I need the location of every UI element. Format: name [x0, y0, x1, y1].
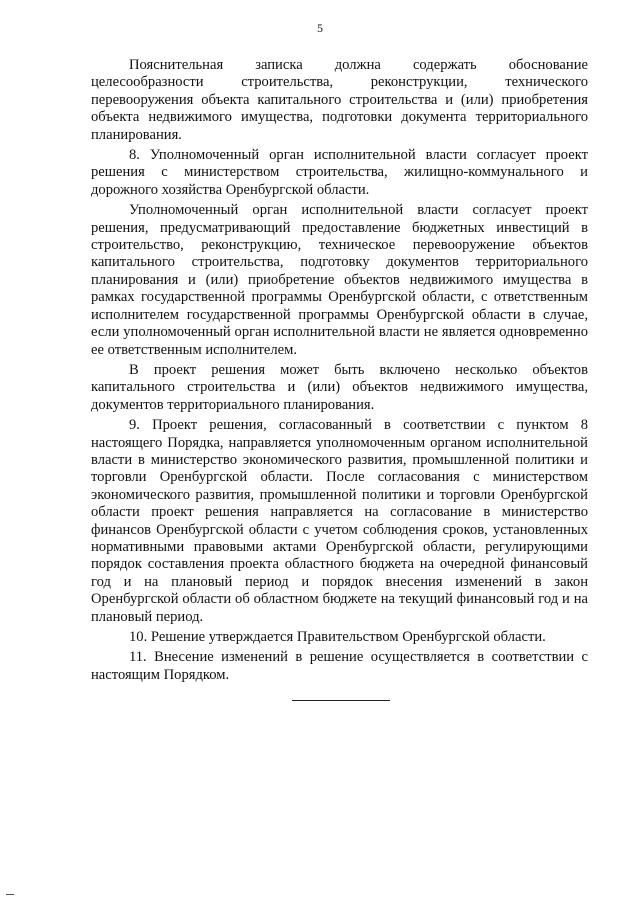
paragraph-item-10: 10. Решение утверждается Правительством Оренбургской области. — [129, 629, 546, 645]
paragraph-item-8: 8. Уполномоченный орган исполнительной власти согласует проект решения с министерством строительства, жилищно-коммунального и дорожного хозяйства Оренбургской области. — [91, 147, 588, 198]
paragraph-item-9: 9. Проект решения, согласованный в соответствии с пунктом 8 настоящего Порядка, направляется уполномоченным органом исполнительной власти в министерство экономического развития, промышленной политики и торговли Оренбургской области. После согласования с министерством экономического развития, промышленной политики и торговли Оренбургской области проект решения направляется на согласование в министерство финансов Оренбургской области с учетом соблюдения сроков, установленных нормативными правовыми актами Оренбургской области, регулирующими порядок составления проекта областного бюджета на очередной финансовый год и на плановый период и порядок внесения изменений в закон Оренбургской области об областном бюджете на текущий финансовый год и на плановый период. — [91, 417, 588, 625]
document-body — [91, 57, 588, 687]
paragraph-item-8-multiple-objects: В проект решения может быть включено несколько объектов капитального строительства и (или) объектов недвижимого имущества, документов территориального планирования. — [91, 361, 588, 413]
page-number: 5 — [317, 21, 323, 35]
paragraph-item-11: 11. Внесение изменений в решение осуществляется в соответствии с настоящим Порядком. — [91, 649, 588, 683]
scan-edge-mark — [6, 894, 14, 895]
end-of-text-rule — [292, 700, 390, 701]
paragraph-item-8-approval: Уполномоченный орган исполнительной власти согласует проект решения, предусматривающий предоставление бюджетных инвестиций в строительство, реконструкцию, техническое перевооружение объектов капитального строительства, подготовку документов территориального планирования и (или) приобретение объектов недвижимого имущества в рамках государственной программы Оренбургской области, с ответственным исполнителем государственной программы Оренбургской области в случае, если уполномоченный орган исполнительной власти не является одновременно ее ответственным исполнителем. — [91, 202, 588, 358]
paragraph-explanatory-note: Пояснительная записка должна содержать обоснование целесообразности строительства, реконструкции, технического перевооружения объекта капитального строительства и (или) приобретения объекта недвижимого имущества, подготовки документа территориального планирования. — [91, 57, 588, 143]
